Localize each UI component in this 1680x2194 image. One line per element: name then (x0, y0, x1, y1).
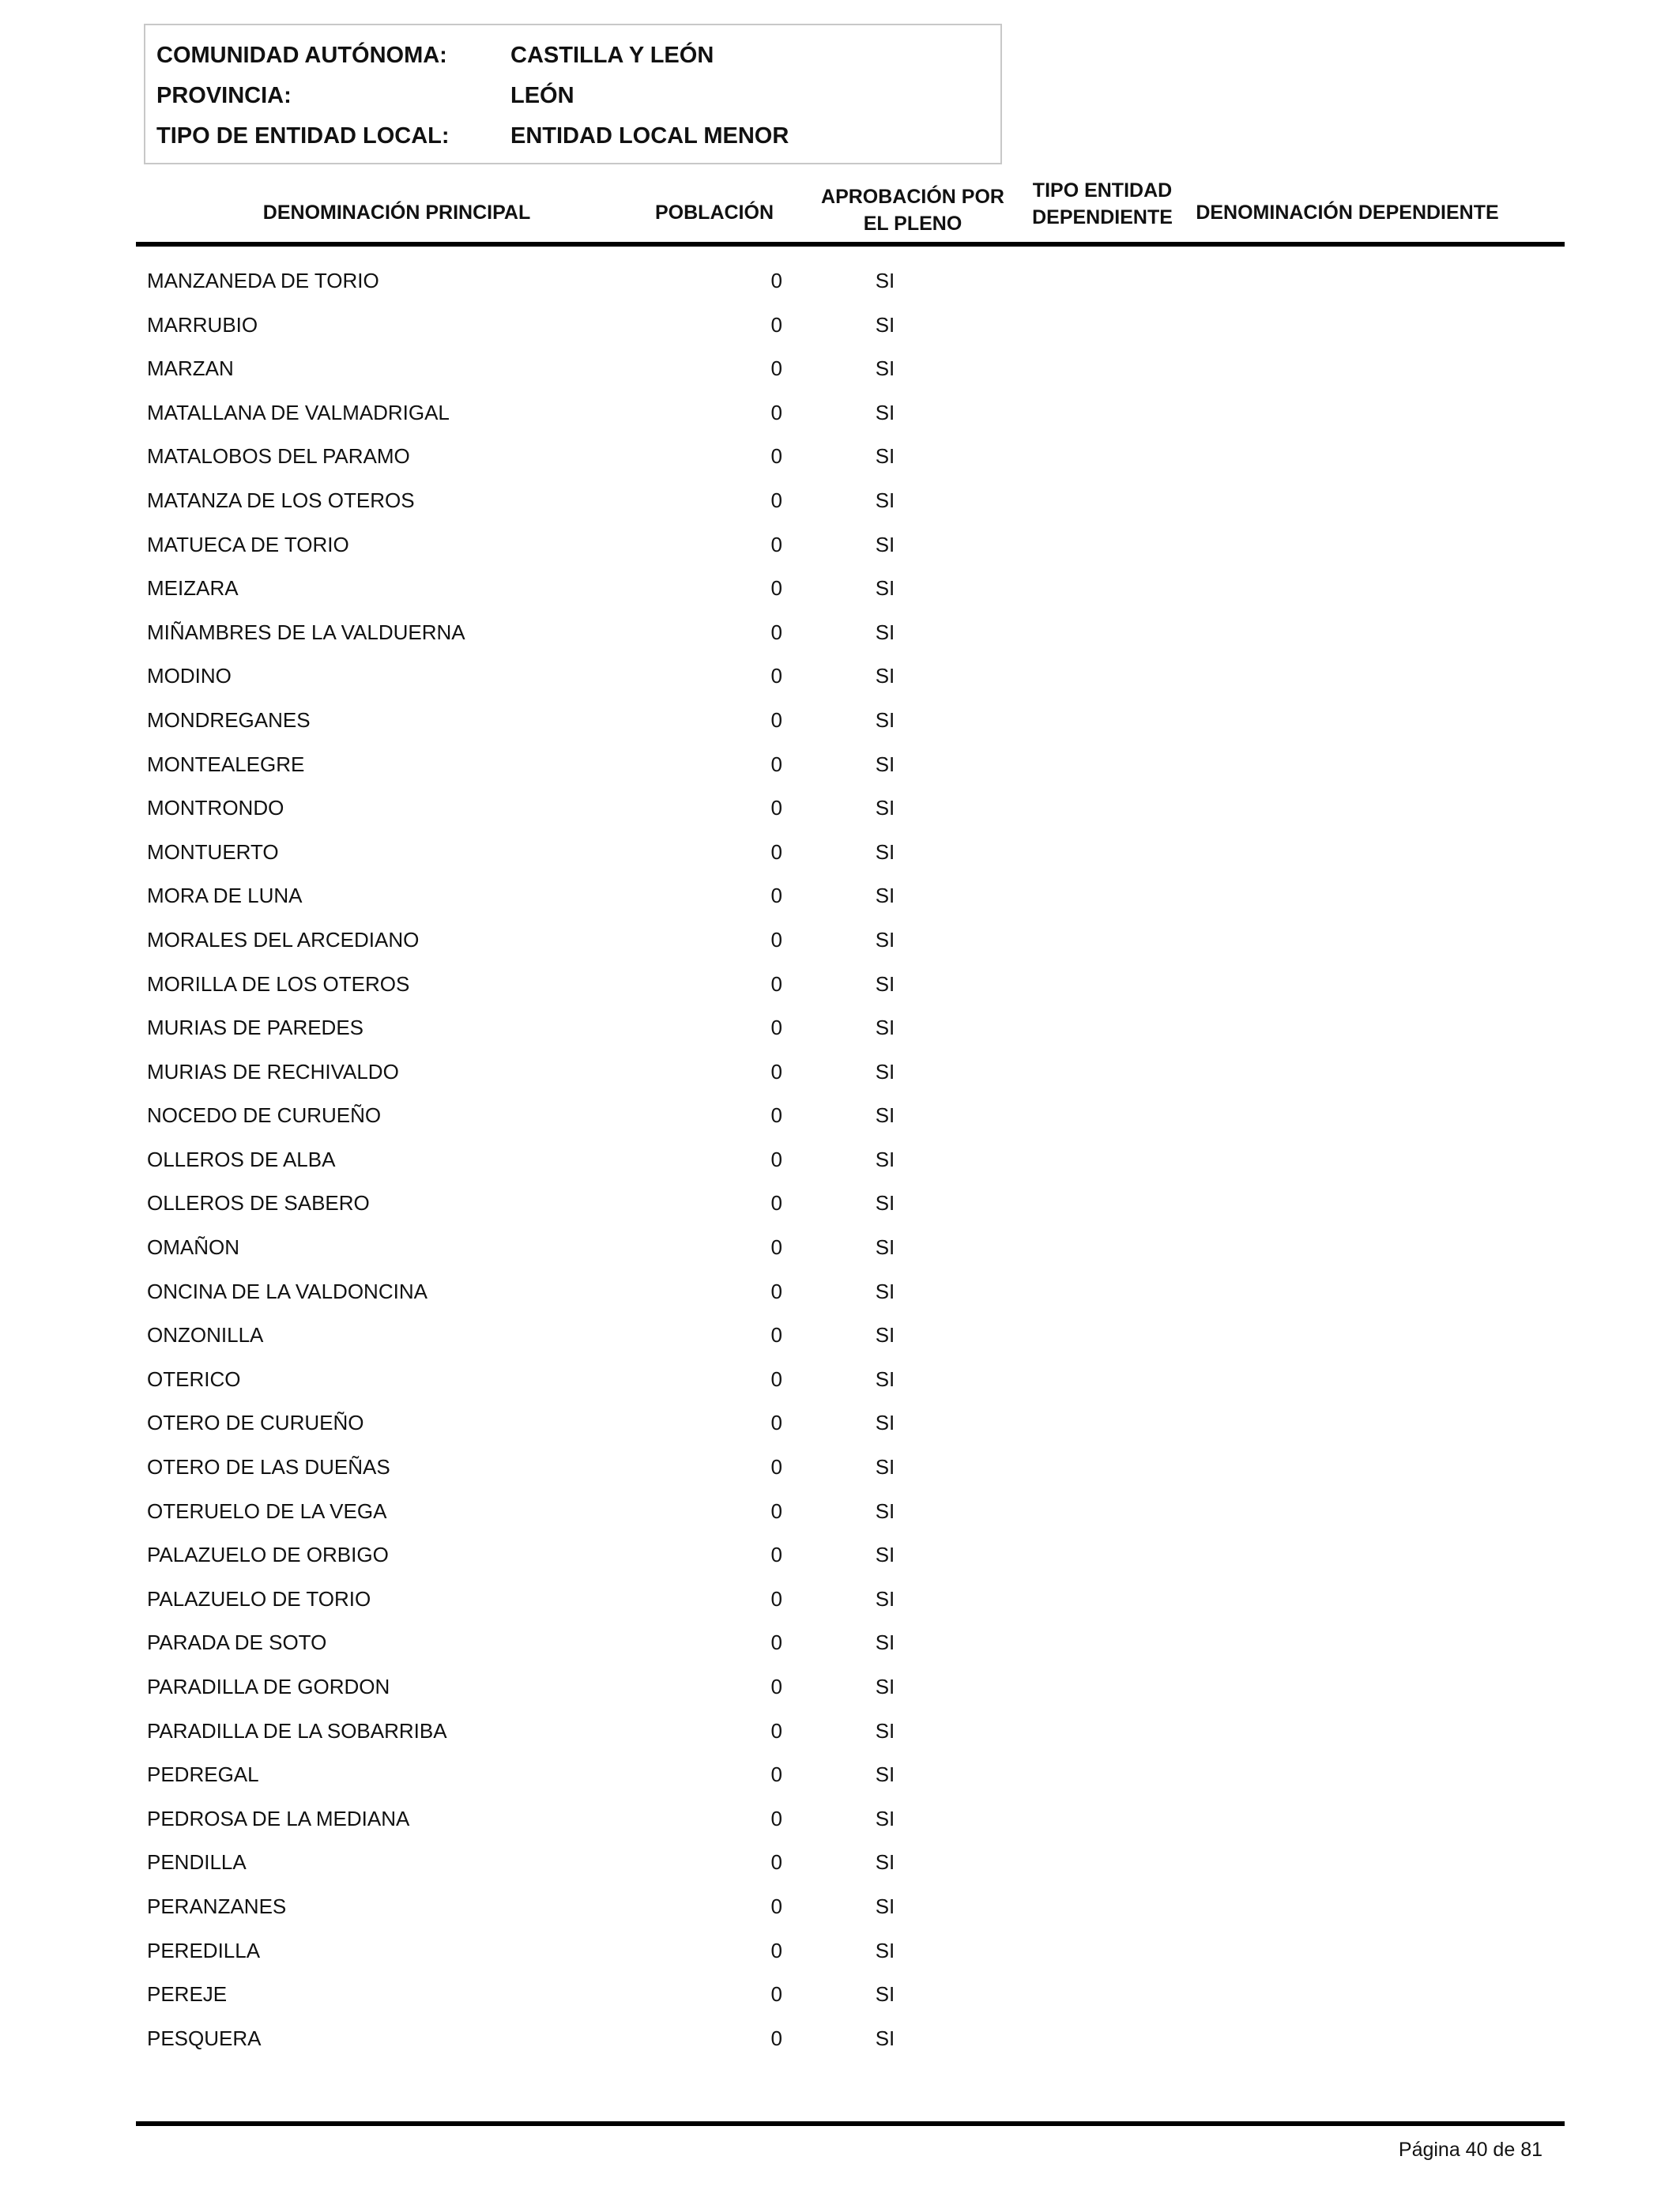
table-row (0, 1982, 1680, 2026)
poblacion-value: 0 (770, 884, 782, 908)
aprobacion-value: SI (875, 1411, 895, 1435)
poblacion-value: 0 (770, 576, 782, 601)
column-header-poblacion: POBLACIÓN (655, 202, 774, 224)
poblacion-value: 0 (770, 1938, 782, 1962)
entity-name: MARZAN (147, 356, 234, 381)
entity-name: PEREDILLA (147, 1938, 261, 1962)
table-row (0, 1543, 1680, 1587)
entity-name: OTERICO (147, 1367, 241, 1391)
poblacion-value: 0 (770, 444, 782, 469)
aprobacion-value: SI (875, 1191, 895, 1216)
column-header-tipo-entidad (1019, 177, 1185, 231)
provincia-value: LEÓN (510, 83, 574, 108)
column-header-denominacion-principal: DENOMINACIÓN PRINCIPAL (262, 202, 531, 224)
entity-name: OTERO DE CURUEÑO (147, 1411, 364, 1435)
aprobacion-value: SI (875, 1762, 895, 1787)
entity-name: MONTRONDO (147, 796, 284, 820)
table-row (0, 401, 1680, 445)
entity-name: OLLEROS DE SABERO (147, 1191, 370, 1216)
entity-name: PESQUERA (147, 2026, 262, 2050)
entity-name: MORALES DEL ARCEDIANO (147, 927, 420, 952)
aprobacion-value: SI (875, 1806, 895, 1830)
table-row (0, 1630, 1680, 1675)
poblacion-value: 0 (770, 356, 782, 381)
entity-name: PARADA DE SOTO (147, 1630, 327, 1655)
table-row (0, 708, 1680, 752)
table-row (0, 664, 1680, 708)
table-row (0, 356, 1680, 401)
poblacion-value: 0 (770, 1455, 782, 1480)
table-row (0, 620, 1680, 665)
aprobacion-value: SI (875, 620, 895, 644)
entity-name: PARADILLA DE LA SOBARRIBA (147, 1718, 447, 1743)
poblacion-value: 0 (770, 1498, 782, 1523)
table-row (0, 796, 1680, 840)
entity-info-box (144, 24, 1002, 164)
aprobacion-value: SI (875, 1103, 895, 1128)
poblacion-value: 0 (770, 1147, 782, 1171)
poblacion-value: 0 (770, 927, 782, 952)
table-row (0, 884, 1680, 928)
aprobacion-value: SI (875, 444, 895, 469)
table-row (0, 1719, 1680, 1763)
entity-name: MURIAS DE PAREDES (147, 1016, 364, 1040)
poblacion-value: 0 (770, 400, 782, 424)
aprobacion-value: SI (875, 400, 895, 424)
poblacion-value: 0 (770, 1630, 782, 1655)
aprobacion-value: SI (875, 1323, 895, 1348)
aprobacion-value: SI (875, 1367, 895, 1391)
aprobacion-value: SI (875, 971, 895, 996)
aprobacion-value: SI (875, 1279, 895, 1303)
poblacion-value: 0 (770, 1982, 782, 2007)
entity-name: MONDREGANES (147, 707, 311, 732)
poblacion-value: 0 (770, 1367, 782, 1391)
entity-name: ONZONILLA (147, 1323, 264, 1348)
entity-name: PENDILLA (147, 1850, 247, 1875)
column-header-aprobacion-line1: APROBACIÓN POR (821, 186, 1004, 208)
column-header-denominacion-dependiente: DENOMINACIÓN DEPENDIENTE (1196, 202, 1499, 224)
poblacion-value: 0 (770, 839, 782, 864)
aprobacion-value: SI (875, 1147, 895, 1171)
poblacion-value: 0 (770, 1323, 782, 1348)
table-row (0, 1894, 1680, 1939)
table-row (0, 1411, 1680, 1455)
aprobacion-value: SI (875, 356, 895, 381)
table-row (0, 972, 1680, 1016)
aprobacion-value: SI (875, 1455, 895, 1480)
entity-name: MONTEALEGRE (147, 752, 305, 776)
aprobacion-value: SI (875, 1938, 895, 1962)
entity-name: MANZANEDA DE TORIO (147, 269, 379, 292)
aprobacion-value: SI (875, 269, 895, 292)
poblacion-value: 0 (770, 532, 782, 556)
table-row (0, 1148, 1680, 1192)
aprobacion-value: SI (875, 1059, 895, 1084)
table-row (0, 1235, 1680, 1280)
aprobacion-value: SI (875, 532, 895, 556)
entity-name: MIÑAMBRES DE LA VALDUERNA (147, 620, 465, 644)
poblacion-value: 0 (770, 620, 782, 644)
entity-name: OMAÑON (147, 1235, 239, 1260)
aprobacion-value: SI (875, 1016, 895, 1040)
footer-divider (136, 2121, 1565, 2126)
poblacion-value: 0 (770, 1279, 782, 1303)
poblacion-value: 0 (770, 1894, 782, 1918)
aprobacion-value: SI (875, 796, 895, 820)
poblacion-value: 0 (770, 312, 782, 337)
entity-name: MEIZARA (147, 576, 239, 601)
poblacion-value: 0 (770, 664, 782, 688)
aprobacion-value: SI (875, 1498, 895, 1523)
poblacion-value: 0 (770, 752, 782, 776)
entity-name: MATALLANA DE VALMADRIGAL (147, 400, 450, 424)
poblacion-value: 0 (770, 1762, 782, 1787)
column-header-tipo-line2: DEPENDIENTE (1032, 206, 1173, 228)
entity-table-body (0, 269, 1680, 2070)
provincia-label: PROVINCIA: (156, 83, 292, 108)
poblacion-value: 0 (770, 707, 782, 732)
poblacion-value: 0 (770, 1059, 782, 1084)
entity-name: ONCINA DE LA VALDONCINA (147, 1279, 428, 1303)
entity-name: PALAZUELO DE TORIO (147, 1586, 371, 1611)
table-row (0, 1455, 1680, 1499)
aprobacion-value: SI (875, 884, 895, 908)
table-row (0, 1367, 1680, 1412)
table-row (0, 488, 1680, 533)
aprobacion-value: SI (875, 1235, 895, 1260)
entity-name: MORILLA DE LOS OTEROS (147, 971, 410, 996)
poblacion-value: 0 (770, 971, 782, 996)
table-row (0, 1016, 1680, 1060)
aprobacion-value: SI (875, 1675, 895, 1698)
column-header-tipo-line1: TIPO ENTIDAD (1032, 179, 1173, 202)
entity-name: MORA DE LUNA (147, 884, 303, 908)
table-row (0, 1060, 1680, 1104)
column-header-aprobacion-line2: EL PLENO (863, 213, 962, 235)
table-row (0, 1850, 1680, 1894)
aprobacion-value: SI (875, 752, 895, 776)
poblacion-value: 0 (770, 2026, 782, 2050)
comunidad-value: CASTILLA Y LEÓN (510, 43, 714, 68)
entity-name: PEDREGAL (147, 1762, 259, 1787)
poblacion-value: 0 (770, 1235, 782, 1260)
aprobacion-value: SI (875, 488, 895, 512)
tipo-entidad-value: ENTIDAD LOCAL MENOR (510, 123, 789, 149)
poblacion-value: 0 (770, 1806, 782, 1830)
poblacion-value: 0 (770, 1850, 782, 1875)
table-row (0, 928, 1680, 972)
table-row (0, 1675, 1680, 1719)
entity-name: PERANZANES (147, 1894, 287, 1918)
aprobacion-value: SI (875, 312, 895, 337)
entity-name: MONTUERTO (147, 839, 279, 864)
entity-name: MATANZA DE LOS OTEROS (147, 488, 415, 512)
table-row (0, 269, 1680, 313)
poblacion-value: 0 (770, 269, 782, 292)
aprobacion-value: SI (875, 2026, 895, 2050)
table-row (0, 1762, 1680, 1807)
table-row (0, 840, 1680, 884)
entity-name: PARADILLA DE GORDON (147, 1675, 390, 1698)
tipo-entidad-label: TIPO DE ENTIDAD LOCAL: (156, 123, 450, 149)
entity-name: MATUECA DE TORIO (147, 532, 349, 556)
entity-name: MODINO (147, 664, 232, 688)
table-row (0, 533, 1680, 577)
aprobacion-value: SI (875, 707, 895, 732)
entity-name: PEREJE (147, 1982, 228, 2007)
poblacion-value: 0 (770, 1191, 782, 1216)
table-row (0, 2026, 1680, 2071)
table-row (0, 1587, 1680, 1631)
aprobacion-value: SI (875, 1586, 895, 1611)
poblacion-value: 0 (770, 1016, 782, 1040)
entity-name: OLLEROS DE ALBA (147, 1147, 336, 1171)
poblacion-value: 0 (770, 796, 782, 820)
poblacion-value: 0 (770, 1718, 782, 1743)
table-row (0, 1499, 1680, 1544)
aprobacion-value: SI (875, 1630, 895, 1655)
comunidad-label: COMUNIDAD AUTÓNOMA: (156, 43, 447, 68)
aprobacion-value: SI (875, 927, 895, 952)
table-row (0, 1807, 1680, 1851)
aprobacion-value: SI (875, 1718, 895, 1743)
table-row (0, 313, 1680, 357)
poblacion-value: 0 (770, 488, 782, 512)
entity-name: PALAZUELO DE ORBIGO (147, 1543, 389, 1567)
aprobacion-value: SI (875, 1894, 895, 1918)
table-row (0, 752, 1680, 797)
aprobacion-value: SI (875, 1543, 895, 1567)
entity-name: OTERUELO DE LA VEGA (147, 1498, 387, 1523)
table-row (0, 1939, 1680, 1983)
table-row (0, 1191, 1680, 1235)
table-row (0, 1280, 1680, 1324)
table-row (0, 1323, 1680, 1367)
entity-name: MATALOBOS DEL PARAMO (147, 444, 410, 469)
poblacion-value: 0 (770, 1411, 782, 1435)
poblacion-value: 0 (770, 1103, 782, 1128)
entity-name: NOCEDO DE CURUEÑO (147, 1103, 382, 1128)
table-row (0, 1103, 1680, 1148)
aprobacion-value: SI (875, 1982, 895, 2007)
poblacion-value: 0 (770, 1675, 782, 1698)
aprobacion-value: SI (875, 1850, 895, 1875)
entity-name: OTERO DE LAS DUEÑAS (147, 1455, 390, 1480)
table-row (0, 444, 1680, 488)
poblacion-value: 0 (770, 1543, 782, 1567)
table-row (0, 576, 1680, 620)
entity-name: MURIAS DE RECHIVALDO (147, 1059, 399, 1084)
page-number: Página 40 de 81 (1398, 2139, 1543, 2161)
header-divider (136, 242, 1565, 247)
entity-name: MARRUBIO (147, 312, 258, 337)
aprobacion-value: SI (875, 839, 895, 864)
aprobacion-value: SI (875, 576, 895, 601)
column-header-aprobacion (814, 183, 1011, 237)
poblacion-value: 0 (770, 1586, 782, 1611)
aprobacion-value: SI (875, 664, 895, 688)
entity-name: PEDROSA DE LA MEDIANA (147, 1806, 410, 1830)
